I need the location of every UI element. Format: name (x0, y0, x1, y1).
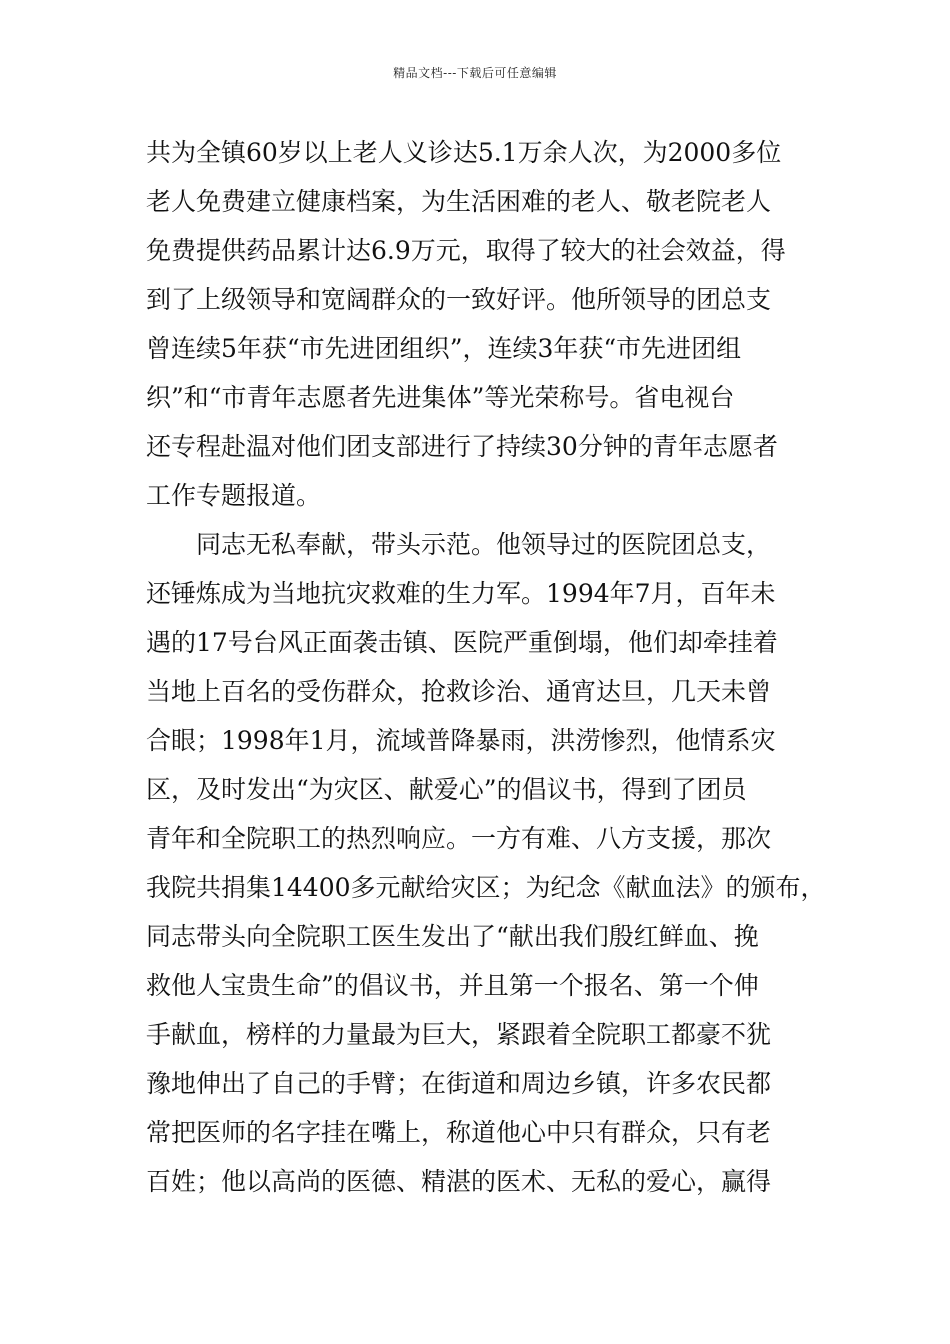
text-line: 遇的17号台风正面袭击镇、医院严重倒塌，他们却牵挂着 (146, 628, 778, 657)
text-line: 到了上级领导和宽阔群众的一致好评。他所领导的团总支 (146, 285, 772, 314)
text-line: 区，及时发出“为灾区、献爱心”的倡议书，得到了团员 (146, 775, 747, 804)
text-line: 手献血，榜样的力量最为巨大，紧跟着全院职工都豪不犹 (146, 1020, 772, 1049)
text-line: 常把医师的名字挂在嘴上，称道他心中只有群众，只有老 (146, 1118, 772, 1147)
text-line: 救他人宝贵生命”的倡议书，并且第一个报名、第一个伸 (146, 971, 759, 1000)
text-line: 当地上百名的受伤群众，抢救诊治、通宵达旦，几天未曾 (146, 677, 772, 706)
text-line: 共为全镇60岁以上老人义诊达5.1万余人次，为2000多位 (146, 138, 782, 167)
text-line: 还锤炼成为当地抗灾救难的生力军。1994年7月，百年未 (146, 579, 776, 608)
text-line: 曾连续5年获“市先进团组织”，连续3年获“市先进团组 (146, 334, 742, 363)
text-line: 我院共捐集14400多元献给灾区；为纪念《献血法》的颁布， (146, 873, 826, 902)
page-header: 精品文档---下载后可任意编辑 (393, 66, 557, 80)
text-line: 同志带头向全院职工医生发出了“献出我们殷红鲜血、挽 (146, 922, 759, 951)
text-line: 百姓；他以高尚的医德、精湛的医术、无私的爱心，赢得 (146, 1167, 772, 1196)
body-text (146, 128, 836, 1206)
text-line: 青年和全院职工的热烈响应。一方有难、八方支援，那次 (146, 824, 772, 853)
text-line: 工作专题报道。 (146, 481, 322, 510)
text-line: 豫地伸出了自己的手臂；在街道和周边乡镇，许多农民都 (146, 1069, 772, 1098)
text-line: 同志无私奉献，带头示范。他领导过的医院团总支， (146, 530, 772, 559)
text-line: 织”和“市青年志愿者先进集体”等光荣称号。省电视台 (146, 383, 735, 412)
text-line: 老人免费建立健康档案，为生活困难的老人、敬老院老人 (146, 187, 772, 216)
text-line: 还专程赴温对他们团支部进行了持续30分钟的青年志愿者 (146, 432, 778, 461)
text-line: 合眼；1998年1月，流域普降暴雨，洪涝惨烈，他情系灾 (146, 726, 776, 755)
text-line: 免费提供药品累计达6.9万元，取得了较大的社会效益，得 (146, 236, 786, 265)
